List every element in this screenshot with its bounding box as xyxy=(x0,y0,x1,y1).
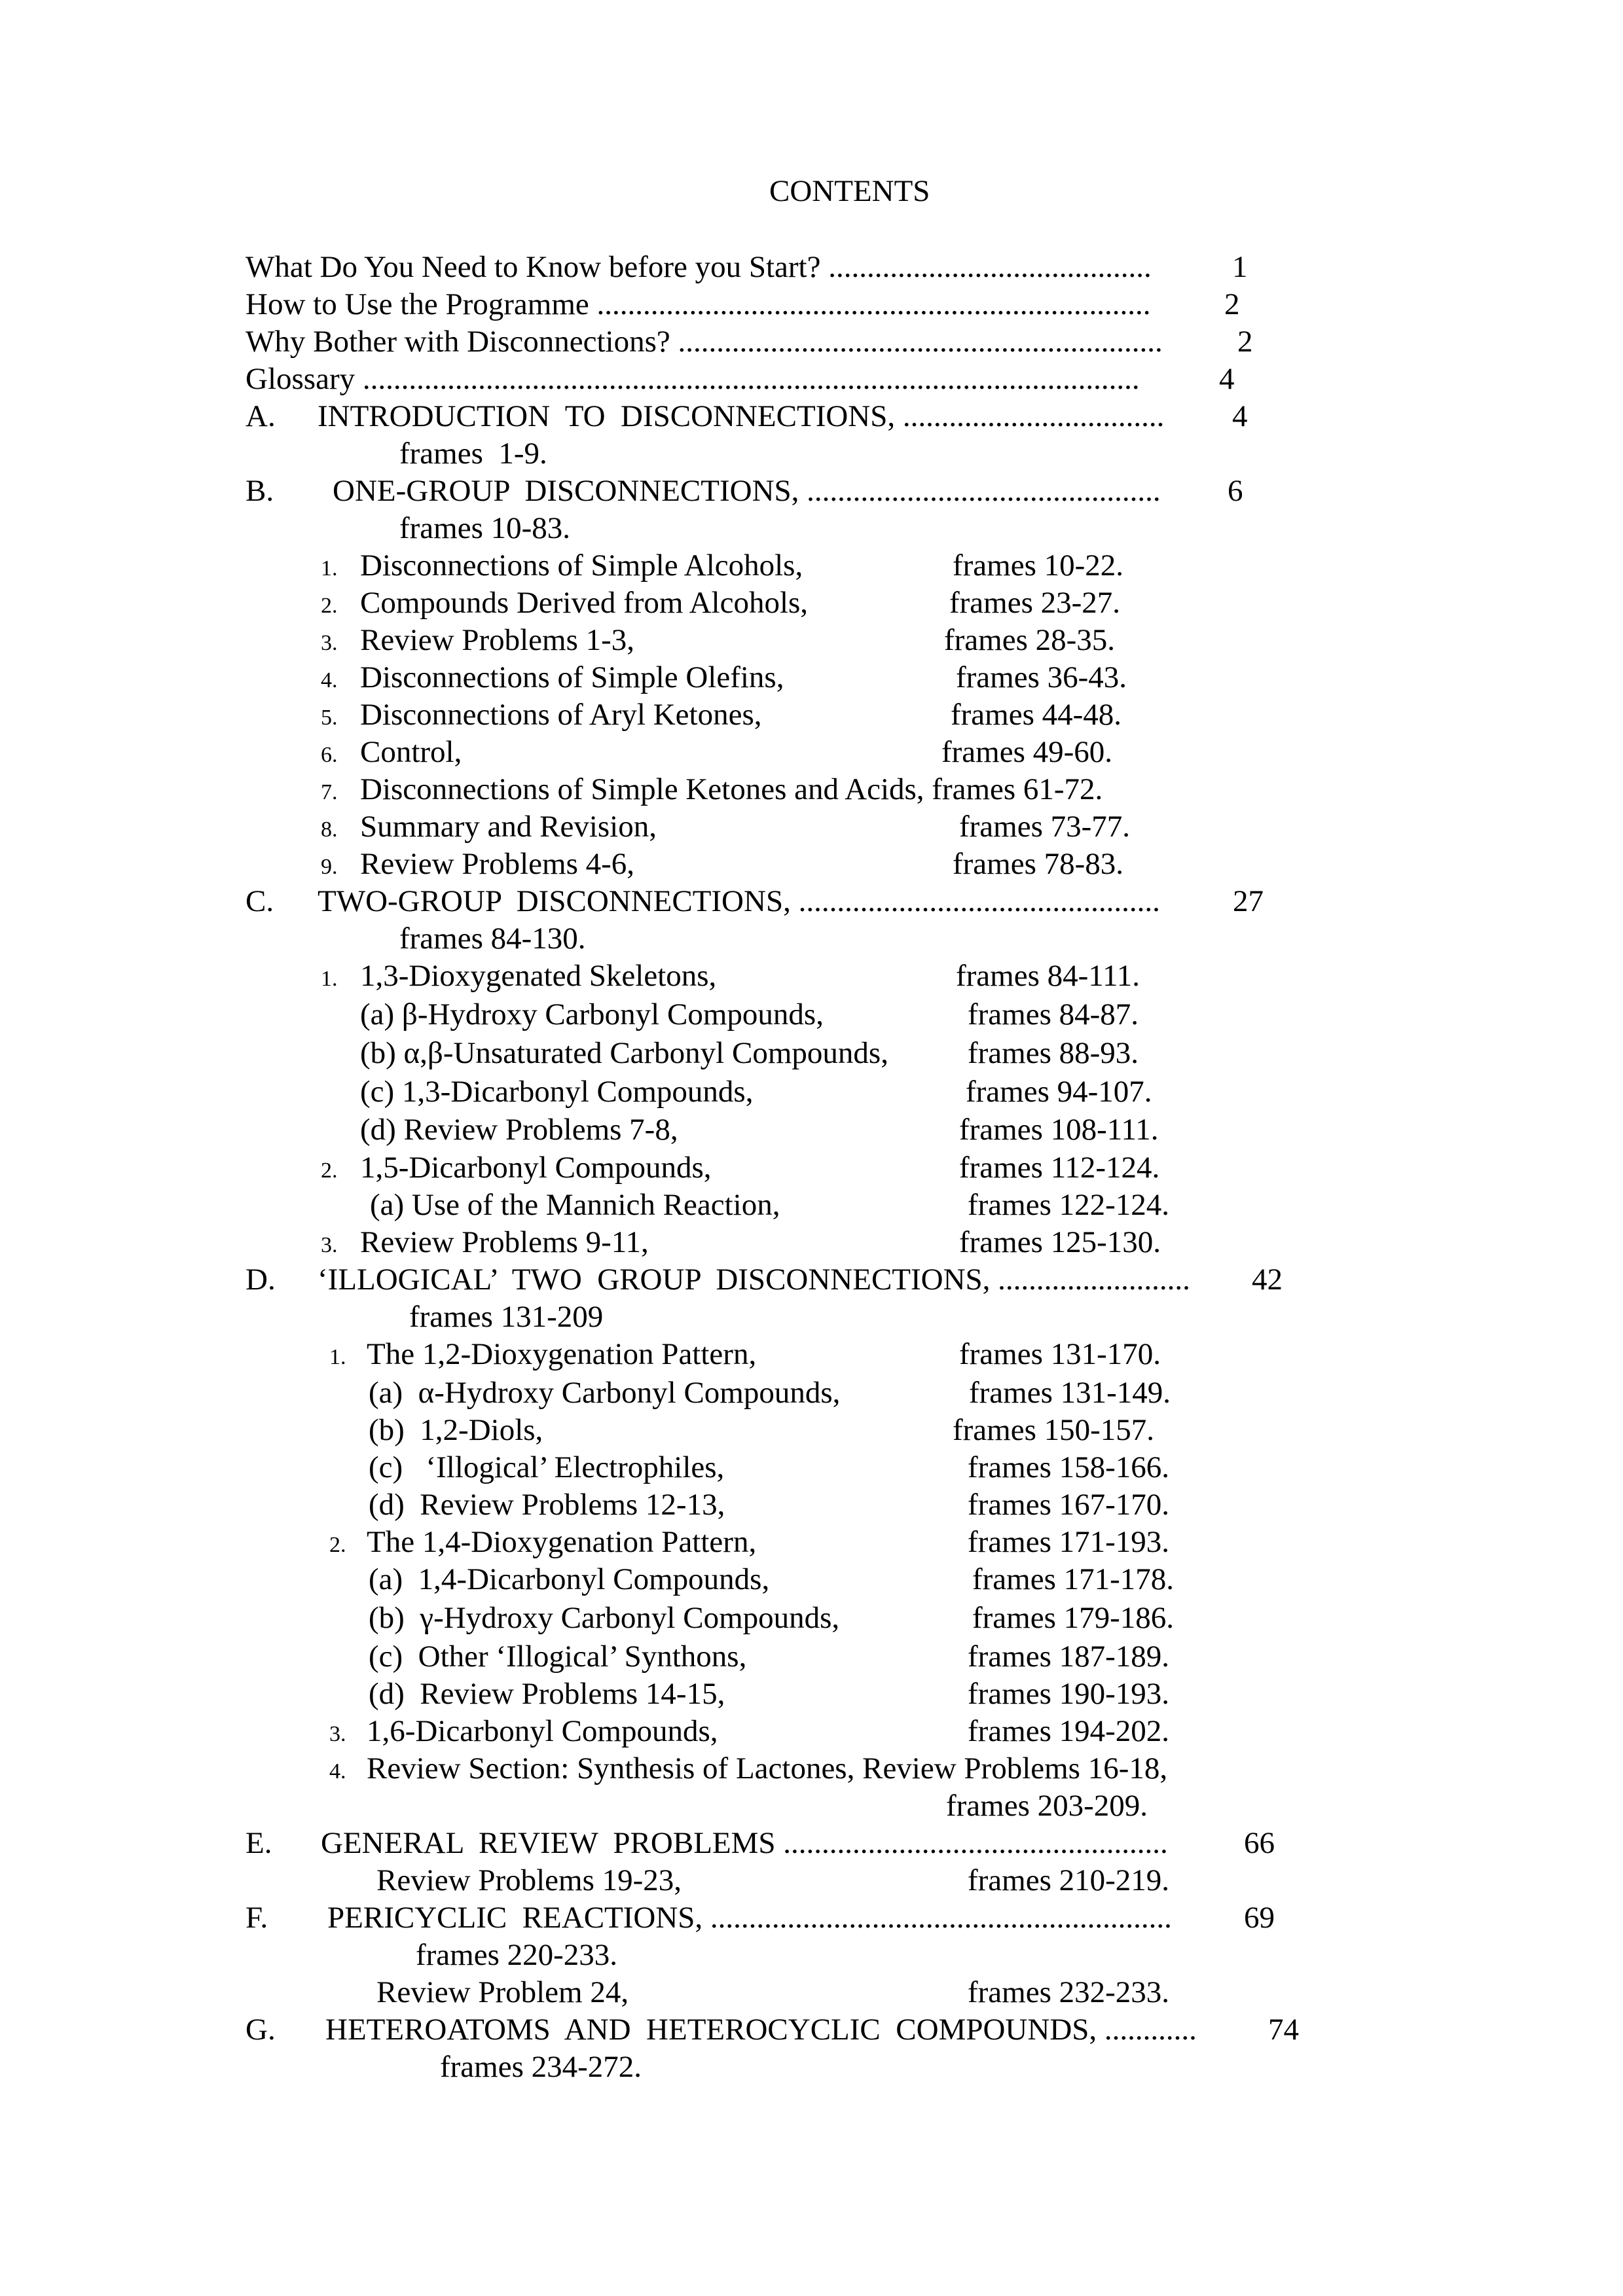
item-number: 2. xyxy=(321,594,338,618)
item-number: 7. xyxy=(321,780,338,804)
section-frames: frames 84-130. xyxy=(399,922,586,956)
section-page: 69 xyxy=(1244,1901,1275,1935)
section-frames: frames 10-83. xyxy=(399,511,571,545)
toc-entry-page: 1 xyxy=(1232,250,1248,284)
item-text: Review Problems 9-11, xyxy=(360,1225,649,1259)
item-text: Disconnections of Simple Alcohols, xyxy=(360,548,803,583)
item-number: 8. xyxy=(321,817,338,842)
section-sub-frames: frames 232-233. xyxy=(968,1975,1170,2009)
item-number: 9. xyxy=(321,855,338,879)
item-number: 3. xyxy=(321,631,338,655)
item-text: The 1,2-Dioxygenation Pattern, xyxy=(367,1337,757,1371)
item-text: 1,5-Dicarbonyl Compounds, xyxy=(360,1151,712,1185)
item-frames: frames 73-77. xyxy=(959,810,1131,844)
item-text: (d) Review Problems 14-15, xyxy=(369,1677,725,1711)
section-frames: frames 220-233. xyxy=(416,1938,618,1972)
section-page: 66 xyxy=(1244,1826,1275,1860)
item-number: 5. xyxy=(321,706,338,730)
section-letter: A. xyxy=(246,399,276,433)
section-letter: F. xyxy=(246,1901,268,1935)
item-text: 1,3-Dioxygenated Skeletons, xyxy=(360,959,717,993)
item-text: (c) Other ‘Illogical’ Synthons, xyxy=(369,1640,747,1674)
item-frames: frames 44-48. xyxy=(951,698,1122,732)
item-frames: frames 171-193. xyxy=(968,1525,1170,1559)
section-letter: C. xyxy=(246,884,274,918)
section-page: 4 xyxy=(1232,399,1248,433)
item-number: 4. xyxy=(329,1759,346,1784)
item-frames: frames 10-22. xyxy=(953,548,1124,583)
section-title: ONE-GROUP DISCONNECTIONS, .............................................. xyxy=(333,474,1161,508)
item-text: (d) Review Problems 12-13, xyxy=(369,1488,725,1522)
item-number: 2. xyxy=(321,1158,338,1183)
item-text: (b) γ-Hydroxy Carbonyl Compounds, xyxy=(369,1601,840,1635)
item-number: 1. xyxy=(321,556,338,581)
item-frames: frames 171-178. xyxy=(972,1562,1175,1596)
toc-entry-page: 2 xyxy=(1224,287,1240,321)
item-text: Review Section: Synthesis of Lactones, Review Problems 16-18, xyxy=(367,1751,1168,1785)
item-text: (b) α,β-Unsaturated Carbonyl Compounds, xyxy=(360,1036,888,1070)
item-text: Disconnections of Simple Olefins, xyxy=(360,660,784,694)
item-text: (d) Review Problems 7-8, xyxy=(360,1113,678,1147)
item-frames: frames 194-202. xyxy=(968,1714,1170,1748)
item-number: 1. xyxy=(321,967,338,991)
item-text: Disconnections of Aryl Ketones, xyxy=(360,698,762,732)
item-text: Compounds Derived from Alcohols, xyxy=(360,586,809,620)
item-frames: frames 94-107. xyxy=(966,1075,1152,1109)
item-number: 2. xyxy=(329,1533,346,1557)
item-frames: frames 49-60. xyxy=(941,735,1113,769)
toc-entry-page: 4 xyxy=(1219,362,1235,396)
section-title: TWO-GROUP DISCONNECTIONS, ............................................... xyxy=(318,884,1160,918)
item-frames: frames 88-93. xyxy=(968,1036,1139,1070)
item-text: Control, xyxy=(360,735,462,769)
item-frames: frames 187-189. xyxy=(968,1640,1170,1674)
section-page: 42 xyxy=(1252,1263,1283,1297)
section-frames: frames 1-9. xyxy=(399,437,547,471)
section-letter: E. xyxy=(246,1826,272,1860)
item-frames: frames 125-130. xyxy=(959,1225,1161,1259)
item-text: Disconnections of Simple Ketones and Acids, frames 61-72. xyxy=(360,772,1103,806)
toc-entry-text: What Do You Need to Know before you Start? .......................................... xyxy=(246,250,1152,284)
section-page: 6 xyxy=(1228,474,1243,508)
item-text: (a) 1,4-Dicarbonyl Compounds, xyxy=(369,1562,770,1596)
item-frames: frames 150-157. xyxy=(953,1413,1155,1447)
section-title: ‘ILLOGICAL’ TWO GROUP DISCONNECTIONS, ......................... xyxy=(318,1263,1190,1297)
section-letter: B. xyxy=(246,474,274,508)
section-letter: G. xyxy=(246,2013,276,2047)
section-letter: D. xyxy=(246,1263,276,1297)
toc-entry-page: 2 xyxy=(1237,325,1253,359)
item-text: The 1,4-Dioxygenation Pattern, xyxy=(367,1525,757,1559)
section-title: HETEROATOMS AND HETEROCYCLIC COMPOUNDS, ............ xyxy=(325,2013,1197,2047)
section-sub: Review Problems 19-23, xyxy=(376,1863,682,1897)
section-title: PERICYCLIC REACTIONS, ............................................................ xyxy=(327,1901,1172,1935)
item-text: (b) 1,2-Diols, xyxy=(369,1413,543,1447)
item-number: 1. xyxy=(329,1345,346,1369)
toc-entry-text: Glossary ..................................................................................................... xyxy=(246,362,1140,396)
item-frames: frames 131-149. xyxy=(969,1376,1171,1410)
item-frames: frames 28-35. xyxy=(944,623,1116,657)
item-frames: frames 84-111. xyxy=(956,959,1140,993)
item-frames: frames 131-170. xyxy=(959,1337,1161,1371)
item-text: (c) ‘Illogical’ Electrophiles, xyxy=(369,1450,725,1484)
item-frames: frames 36-43. xyxy=(956,660,1127,694)
section-sub-frames: frames 210-219. xyxy=(968,1863,1170,1897)
item-frames: frames 112-124. xyxy=(959,1151,1160,1185)
item-number: 6. xyxy=(321,743,338,767)
item-text: Review Problems 4-6, xyxy=(360,847,635,881)
item-frames: frames 84-87. xyxy=(968,997,1139,1031)
item-frames: frames 203-209. xyxy=(946,1789,1148,1823)
toc-entry-text: How to Use the Programme ........................................................................ xyxy=(246,287,1151,321)
item-number: 3. xyxy=(329,1722,346,1746)
item-frames: frames 158-166. xyxy=(968,1450,1170,1484)
section-page: 74 xyxy=(1268,2013,1299,2047)
item-frames: frames 108-111. xyxy=(959,1113,1159,1147)
item-frames: frames 78-83. xyxy=(953,847,1124,881)
section-sub: Review Problem 24, xyxy=(376,1975,629,2009)
item-text: 1,6-Dicarbonyl Compounds, xyxy=(367,1714,718,1748)
item-text: Review Problems 1-3, xyxy=(360,623,635,657)
item-text: (a) α-Hydroxy Carbonyl Compounds, xyxy=(369,1376,841,1410)
item-frames: frames 122-124. xyxy=(968,1188,1170,1222)
item-frames: frames 179-186. xyxy=(972,1601,1175,1635)
toc-entry-text: Why Bother with Disconnections? ............................................................... xyxy=(246,325,1163,359)
item-number: 3. xyxy=(321,1233,338,1257)
section-title: GENERAL REVIEW PROBLEMS .................................................. xyxy=(321,1826,1168,1860)
section-frames: frames 131-209 xyxy=(409,1300,604,1334)
item-frames: frames 190-193. xyxy=(968,1677,1170,1711)
item-number: 4. xyxy=(321,668,338,692)
item-text: (a) Use of the Mannich Reaction, xyxy=(370,1188,780,1222)
item-text: Summary and Revision, xyxy=(360,810,657,844)
item-frames: frames 23-27. xyxy=(949,586,1121,620)
item-frames: frames 167-170. xyxy=(968,1488,1170,1522)
item-text: (a) β-Hydroxy Carbonyl Compounds, xyxy=(360,997,824,1031)
item-text: (c) 1,3-Dicarbonyl Compounds, xyxy=(360,1075,754,1109)
section-frames: frames 234-272. xyxy=(440,2050,642,2084)
section-page: 27 xyxy=(1233,884,1264,918)
section-title: INTRODUCTION TO DISCONNECTIONS, .................................. xyxy=(318,399,1165,433)
page-title: CONTENTS xyxy=(769,174,930,208)
